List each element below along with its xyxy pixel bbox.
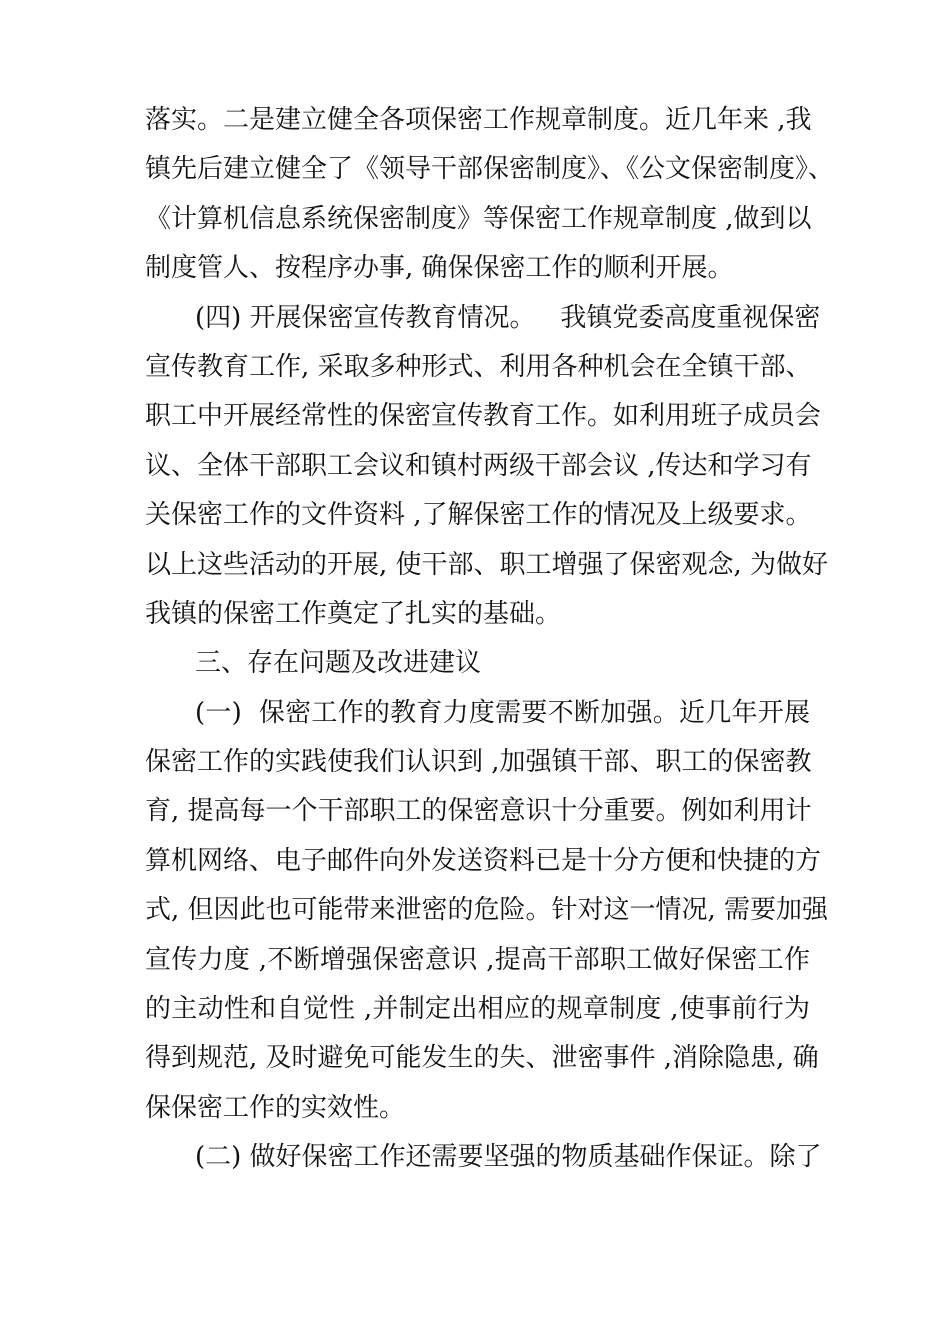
text-line: 关保密工作的文件资料 ,了解保密工作的情况及上级要求。 [145, 500, 812, 531]
text-line: 《计算机信息系统保密制度》等保密工作规章制度 ,做到以 [145, 203, 812, 234]
text-line: (二) 做好保密工作还需要坚强的物质基础作保证。除了 [195, 1142, 822, 1173]
text-line: 宣传力度 ,不断增强保密意识 ,提高干部职工做好保密工作 [145, 944, 810, 975]
body-text [145, 96, 835, 1183]
text-line: 保保密工作的实效性。 [145, 1092, 406, 1123]
text-line: 的主动性和自觉性 ,并制定出相应的规章制度 ,使事前行为 [145, 994, 810, 1025]
text-line: 我镇的保密工作奠定了扎实的基础。 [145, 598, 562, 629]
text-line: 宣传教育工作, 采取多种形式、利用各种机会在全镇干部、 [145, 351, 812, 382]
text-line: 职工中开展经常性的保密宣传教育工作。如利用班子成员会 [145, 401, 822, 432]
text-line: 得到规范, 及时避免可能发生的失、泄密事件 ,消除隐患, 确 [145, 1043, 819, 1074]
text-line: 保密工作的实践使我们认识到 ,加强镇干部、职工的保密教 [145, 747, 812, 778]
text-line: 算机网络、电子邮件向外发送资料已是十分方便和快捷的方 [145, 845, 822, 876]
text-line: (一) 保密工作的教育力度需要不断加强。近几年开展 [195, 697, 810, 728]
text-line: 落实。二是建立健全各项保密工作规章制度。近几年来 ,我 [145, 105, 812, 135]
text-line: (四) 开展保密宣传教育情况。 我镇党委高度重视保密 [195, 302, 821, 333]
text-line: 议、全体干部职工会议和镇村两级干部会议 ,传达和学习有 [145, 450, 812, 481]
text-line: 以上这些活动的开展, 使干部、职工增强了保密观念, 为做好 [145, 549, 829, 580]
text-line: 育, 提高每一个干部职工的保密意识十分重要。例如利用计 [145, 796, 812, 827]
text-line: 制度管人、按程序办事, 确保保密工作的顺利开展。 [145, 253, 734, 284]
text-line: 三、存在问题及改进建议 [195, 648, 482, 679]
text-line: 式, 但因此也可能带来泄密的危险。针对这一情况, 需要加强 [145, 895, 829, 926]
text-line: 镇先后建立健全了《领导干部保密制度》、《公文保密制度》、 [145, 154, 835, 185]
